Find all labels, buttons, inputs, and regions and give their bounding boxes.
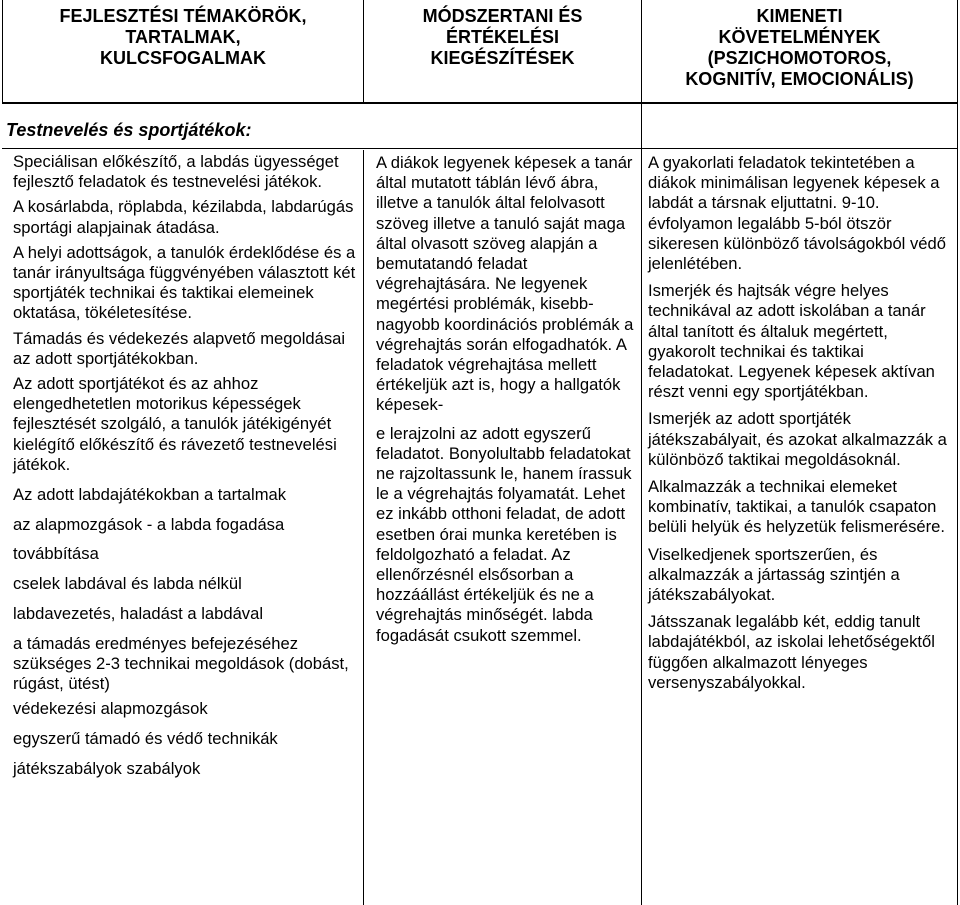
header-topics-line1: FEJLESZTÉSI TÉMAKÖRÖK, <box>59 6 307 26</box>
column-divider-1-body <box>363 150 364 905</box>
methods-text-part2: e lerajzolni az adott egyszerű feladatot. Bonyolultabb feladatokat ne rajzoltassunk le, hanem írassuk le a végrehajtás folyamatát. Lehet ez inkább otthoni feladat, de adott esetben órai munka keretében is feldolgozható a feladat. Az ellenőrzésnél elsősorban a hozzáállást értékeljük és ne a végrehajtás minőségét. labda fogadását csukott szemmel. <box>376 423 632 645</box>
header-topics-line2: TARTALMAK, <box>125 27 241 47</box>
header-topics-line3: KULCSFOGALMAK <box>100 48 266 68</box>
header-topics <box>3 6 363 69</box>
topics-list-item: cselek labdával és labda nélkül <box>13 574 242 594</box>
header-outcomes <box>642 6 957 90</box>
header-methods-line1: MÓDSZERTANI ÉS <box>422 6 583 26</box>
outcomes-paragraph: Ismerjék az adott sportjáték játékszabályait, és azokat alkalmazzák a különböző taktikai megoldásoknál. <box>648 409 947 469</box>
outcomes-paragraph: Alkalmazzák a technikai elemeket kombinatív, taktikai, a tanulók csapaton belüli helyük és helyzetük felismerésére. <box>648 477 945 537</box>
outcomes-paragraph: Viselkedjenek sportszerűen, és alkalmazzák a jártasság szintjén a játékszabályokat. <box>648 544 900 605</box>
header-outcomes-line2: KÖVETELMÉNYEK <box>718 27 881 47</box>
header-methods <box>364 6 641 69</box>
topics-list-item: a támadás eredményes befejezéséhez szükséges 2-3 technikai megoldások (dobást, rúgást, ütést) <box>13 633 349 693</box>
topics-list-item: egyszerű támadó és védő technikák <box>13 728 278 748</box>
methods-column <box>376 153 638 646</box>
topics-paragraph: A kosárlabda, röplabda, kézilabda, labdarúgás sportági alapjainak átadása. <box>13 197 354 237</box>
topics-list-item: továbbítása <box>13 544 99 564</box>
topics-list-item: labdavezetés, haladást a labdával <box>13 603 264 623</box>
outcomes-paragraph: Ismerjék és hajtsák végre helyes technikával az adott iskolában a tanár által tanított és általuk megértett, gyakorolt technikai és taktikai feladatokat. Legyenek képesek aktívan részt venni egy sportjátékban. <box>648 281 935 402</box>
section-rule <box>2 148 957 149</box>
topics-paragraph: Speciálisan előkészítő, a labdás ügyességet fejlesztő feladatok és testnevelési játékok. <box>13 152 339 192</box>
header-outcomes-line3: (PSZICHOMOTOROS, <box>707 48 892 68</box>
topics-paragraph: Támadás és védekezés alapvető megoldásai az adott sportjátékokban. <box>13 328 346 368</box>
header-rule <box>2 102 957 104</box>
topics-list-item: Az adott labdajátékokban a tartalmak <box>13 485 287 505</box>
methods-text-part1: A diákok legyenek képesek a tanár által mutatott táblán lévő ábra, illetve a tanulók által felolvasott szöveg illetve a tanuló saját maga által olvasott szöveg alapján a bemutatandó feladat végrehajtására. Ne legyenek megértési problémák, kisebb-nagyobb koordinációs problémák a végrehajtás során elfogadhatók. A feladatok végrehajtása mellett értékeljük azt is, hogy a hallgatók képesek- <box>376 153 634 415</box>
header-outcomes-line4: KOGNITÍV, EMOCIONÁLIS) <box>685 69 914 89</box>
header-outcomes-line1: KIMENETI <box>756 6 843 26</box>
column-divider-2 <box>641 0 642 905</box>
topics-paragraph: Az adott sportjátékot és az ahhoz elengedhetetlen motorikus képességek fejlesztését szolgáló, a tanulók játékigényét kielégítő előkészítő és rávezető testnevelési játékok. <box>13 374 337 474</box>
table-border-right <box>957 0 958 905</box>
header-methods-line3: KIEGÉSZÍTÉSEK <box>430 48 575 68</box>
outcomes-column <box>648 153 948 700</box>
topics-paragraph: A helyi adottságok, a tanulók érdeklődése és a tanár irányultsága függvényében választott két sportjáték technikai és taktikai elemeinek oktatása, tökéletesítése. <box>13 242 356 323</box>
topics-list <box>13 480 358 783</box>
outcomes-paragraph: Játsszanak legalább két, eddig tanult labdajátékból, az iskolai lehetőségektől függően alkalmazott lényeges versenyszabályokkal. <box>648 612 935 692</box>
outcomes-paragraph: A gyakorlati feladatok tekintetében a diákok minimálisan legyenek képesek a labdát a társnak eljuttatni. 9-10. évfolyamon legalább 5-ból ötször sikeresen különböző távolságokból védő jelenlétében. <box>648 153 946 274</box>
topics-list-item: az alapmozgások - a labda fogadása <box>13 514 285 534</box>
section-title: Testnevelés és sportjátékok: <box>6 120 252 140</box>
topics-column <box>13 152 358 783</box>
topics-list-item: védekezési alapmozgások <box>13 699 208 719</box>
topics-list-item: játékszabályok szabályok <box>13 758 201 778</box>
header-methods-line2: ÉRTÉKELÉSI <box>445 27 560 47</box>
